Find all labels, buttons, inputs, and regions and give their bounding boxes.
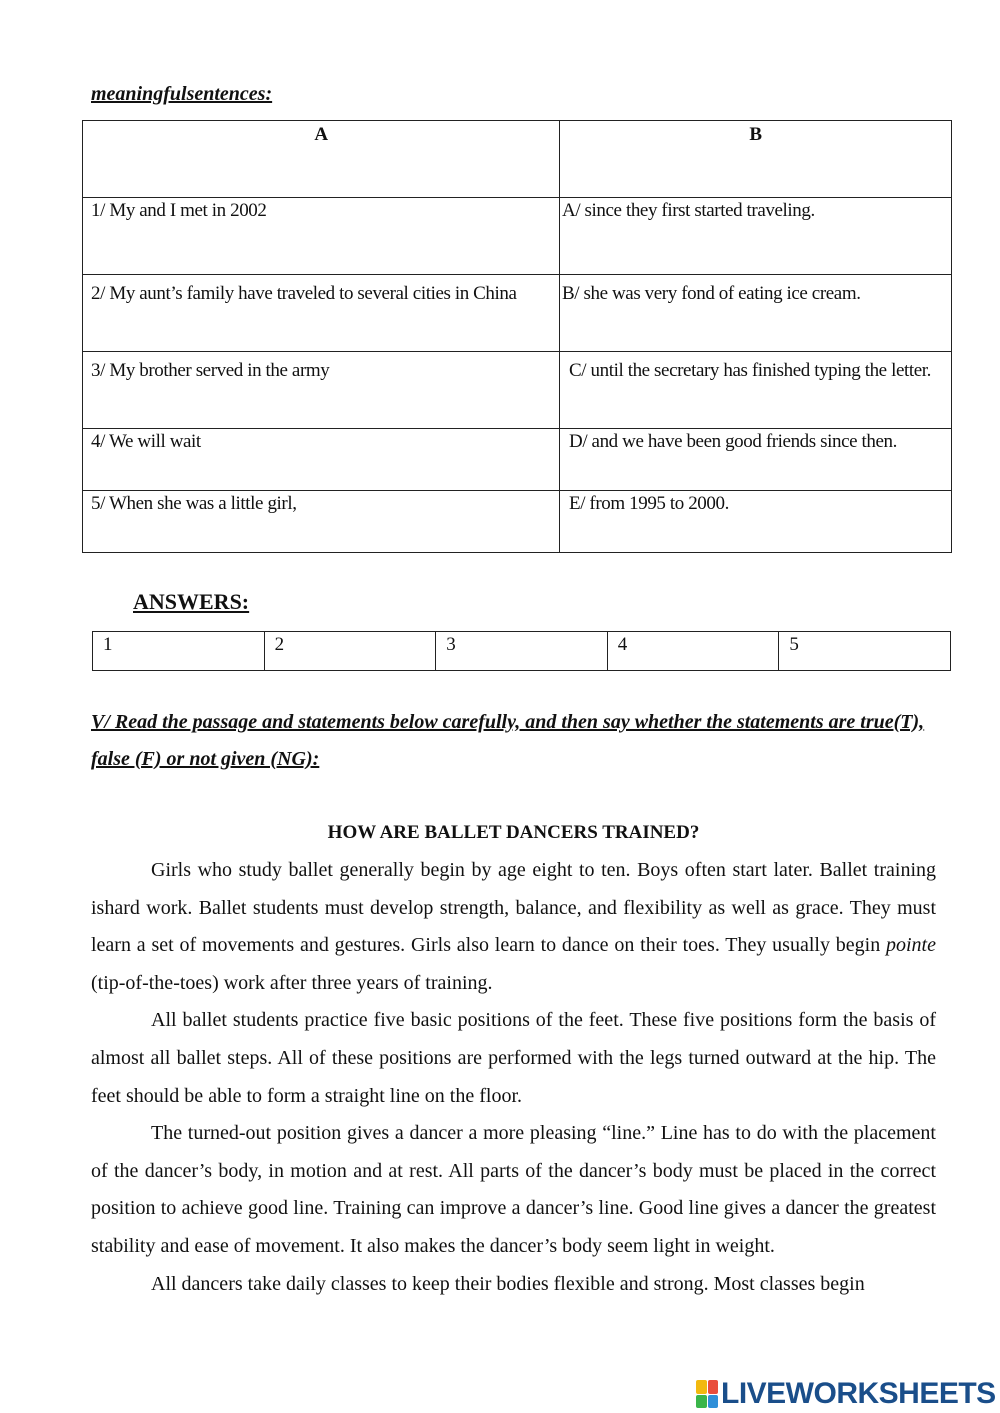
table-row xyxy=(83,275,952,352)
passage-title: HOW ARE BALLET DANCERS TRAINED? xyxy=(327,822,700,843)
cell-b-5: E/ from 1995 to 2000. xyxy=(560,491,952,553)
answers-title: ANSWERS: xyxy=(133,589,250,614)
cell-b-4: D/ and we have been good friends since then. xyxy=(560,429,952,491)
column-a-header: A xyxy=(83,121,560,198)
logo-icon xyxy=(696,1380,718,1408)
column-b-header: B xyxy=(560,121,952,198)
passage-paragraph-4: All dancers take daily classes to keep their bodies flexible and strong. Most classes begin xyxy=(151,1272,865,1295)
answers-table xyxy=(92,631,951,671)
passage-paragraph-3: The turned-out position gives a dancer a more pleasing “line.” Line has to do with the placement of the dancer’s body, in motion and at rest. All parts of the dancer’s body must be placed in the correct position to achieve good line. Training can improve a dancer’s line. Good line gives a dancer the greatest stability and ease of movement. It also makes the dancer’s body seem light in weight. xyxy=(91,1122,936,1257)
cell-b-2: B/ she was very fond of eating ice cream. xyxy=(560,275,952,352)
table-row xyxy=(83,198,952,275)
logo-square-green xyxy=(696,1395,707,1409)
matching-table xyxy=(82,120,952,553)
cell-a-3: 3/ My brother served in the army xyxy=(83,352,560,429)
liveworksheets-logo xyxy=(696,1378,996,1410)
answer-cell-2[interactable]: 2 xyxy=(264,632,436,671)
cell-a-2: 2/ My aunt’s family have traveled to several cities in China xyxy=(83,275,560,352)
logo-text: LIVEWORKSHEETS xyxy=(721,1377,996,1410)
cell-b-3: C/ until the secretary has finished typing the letter. xyxy=(560,352,952,429)
cell-b-1: A/ since they first started traveling. xyxy=(560,198,952,275)
exercise-instruction: V/ Read the passage and statements below carefully, and then say whether the statements are true(T), false (F) or not given (NG): xyxy=(91,711,925,770)
answers-row xyxy=(93,632,951,671)
answer-cell-4[interactable]: 4 xyxy=(607,632,779,671)
cell-a-4: 4/ We will wait xyxy=(83,429,560,491)
table-row xyxy=(83,352,952,429)
cell-a-1: 1/ My and I met in 2002 xyxy=(83,198,560,275)
logo-square-red xyxy=(708,1380,719,1394)
paragraph-1-text-end: (tip-of-the-toes) work after three years of training. xyxy=(91,971,493,994)
passage-paragraph-1 xyxy=(91,852,936,1002)
answer-cell-5[interactable]: 5 xyxy=(779,632,951,671)
logo-square-yellow xyxy=(696,1380,707,1394)
answer-cell-1[interactable]: 1 xyxy=(93,632,265,671)
cell-a-5: 5/ When she was a little girl, xyxy=(83,491,560,553)
paragraph-1-text: Girls who study ballet generally begin by age eight to ten. Boys often start later. Ballet training ishard work. Ballet students must develop strength, balance, and flexibility as well as grace. They must learn a set of movements and gestures. Girls also learn to dance on their toes. They usually begin xyxy=(91,859,936,957)
pointe-term: pointe xyxy=(886,934,936,957)
answer-cell-3[interactable]: 3 xyxy=(436,632,608,671)
matching-table-header xyxy=(83,121,952,198)
reading-passage xyxy=(91,852,936,1303)
table-row xyxy=(83,491,952,553)
table-row xyxy=(83,429,952,491)
passage-paragraph-2: All ballet students practice five basic positions of the feet. These five positions form the basis of almost all ballet steps. All of these positions are performed with the legs turned outward at the hip. The feet should be able to form a straight line on the floor. xyxy=(91,1009,936,1107)
section-heading: meaningfulsentences: xyxy=(91,83,273,105)
logo-square-blue xyxy=(708,1395,719,1409)
